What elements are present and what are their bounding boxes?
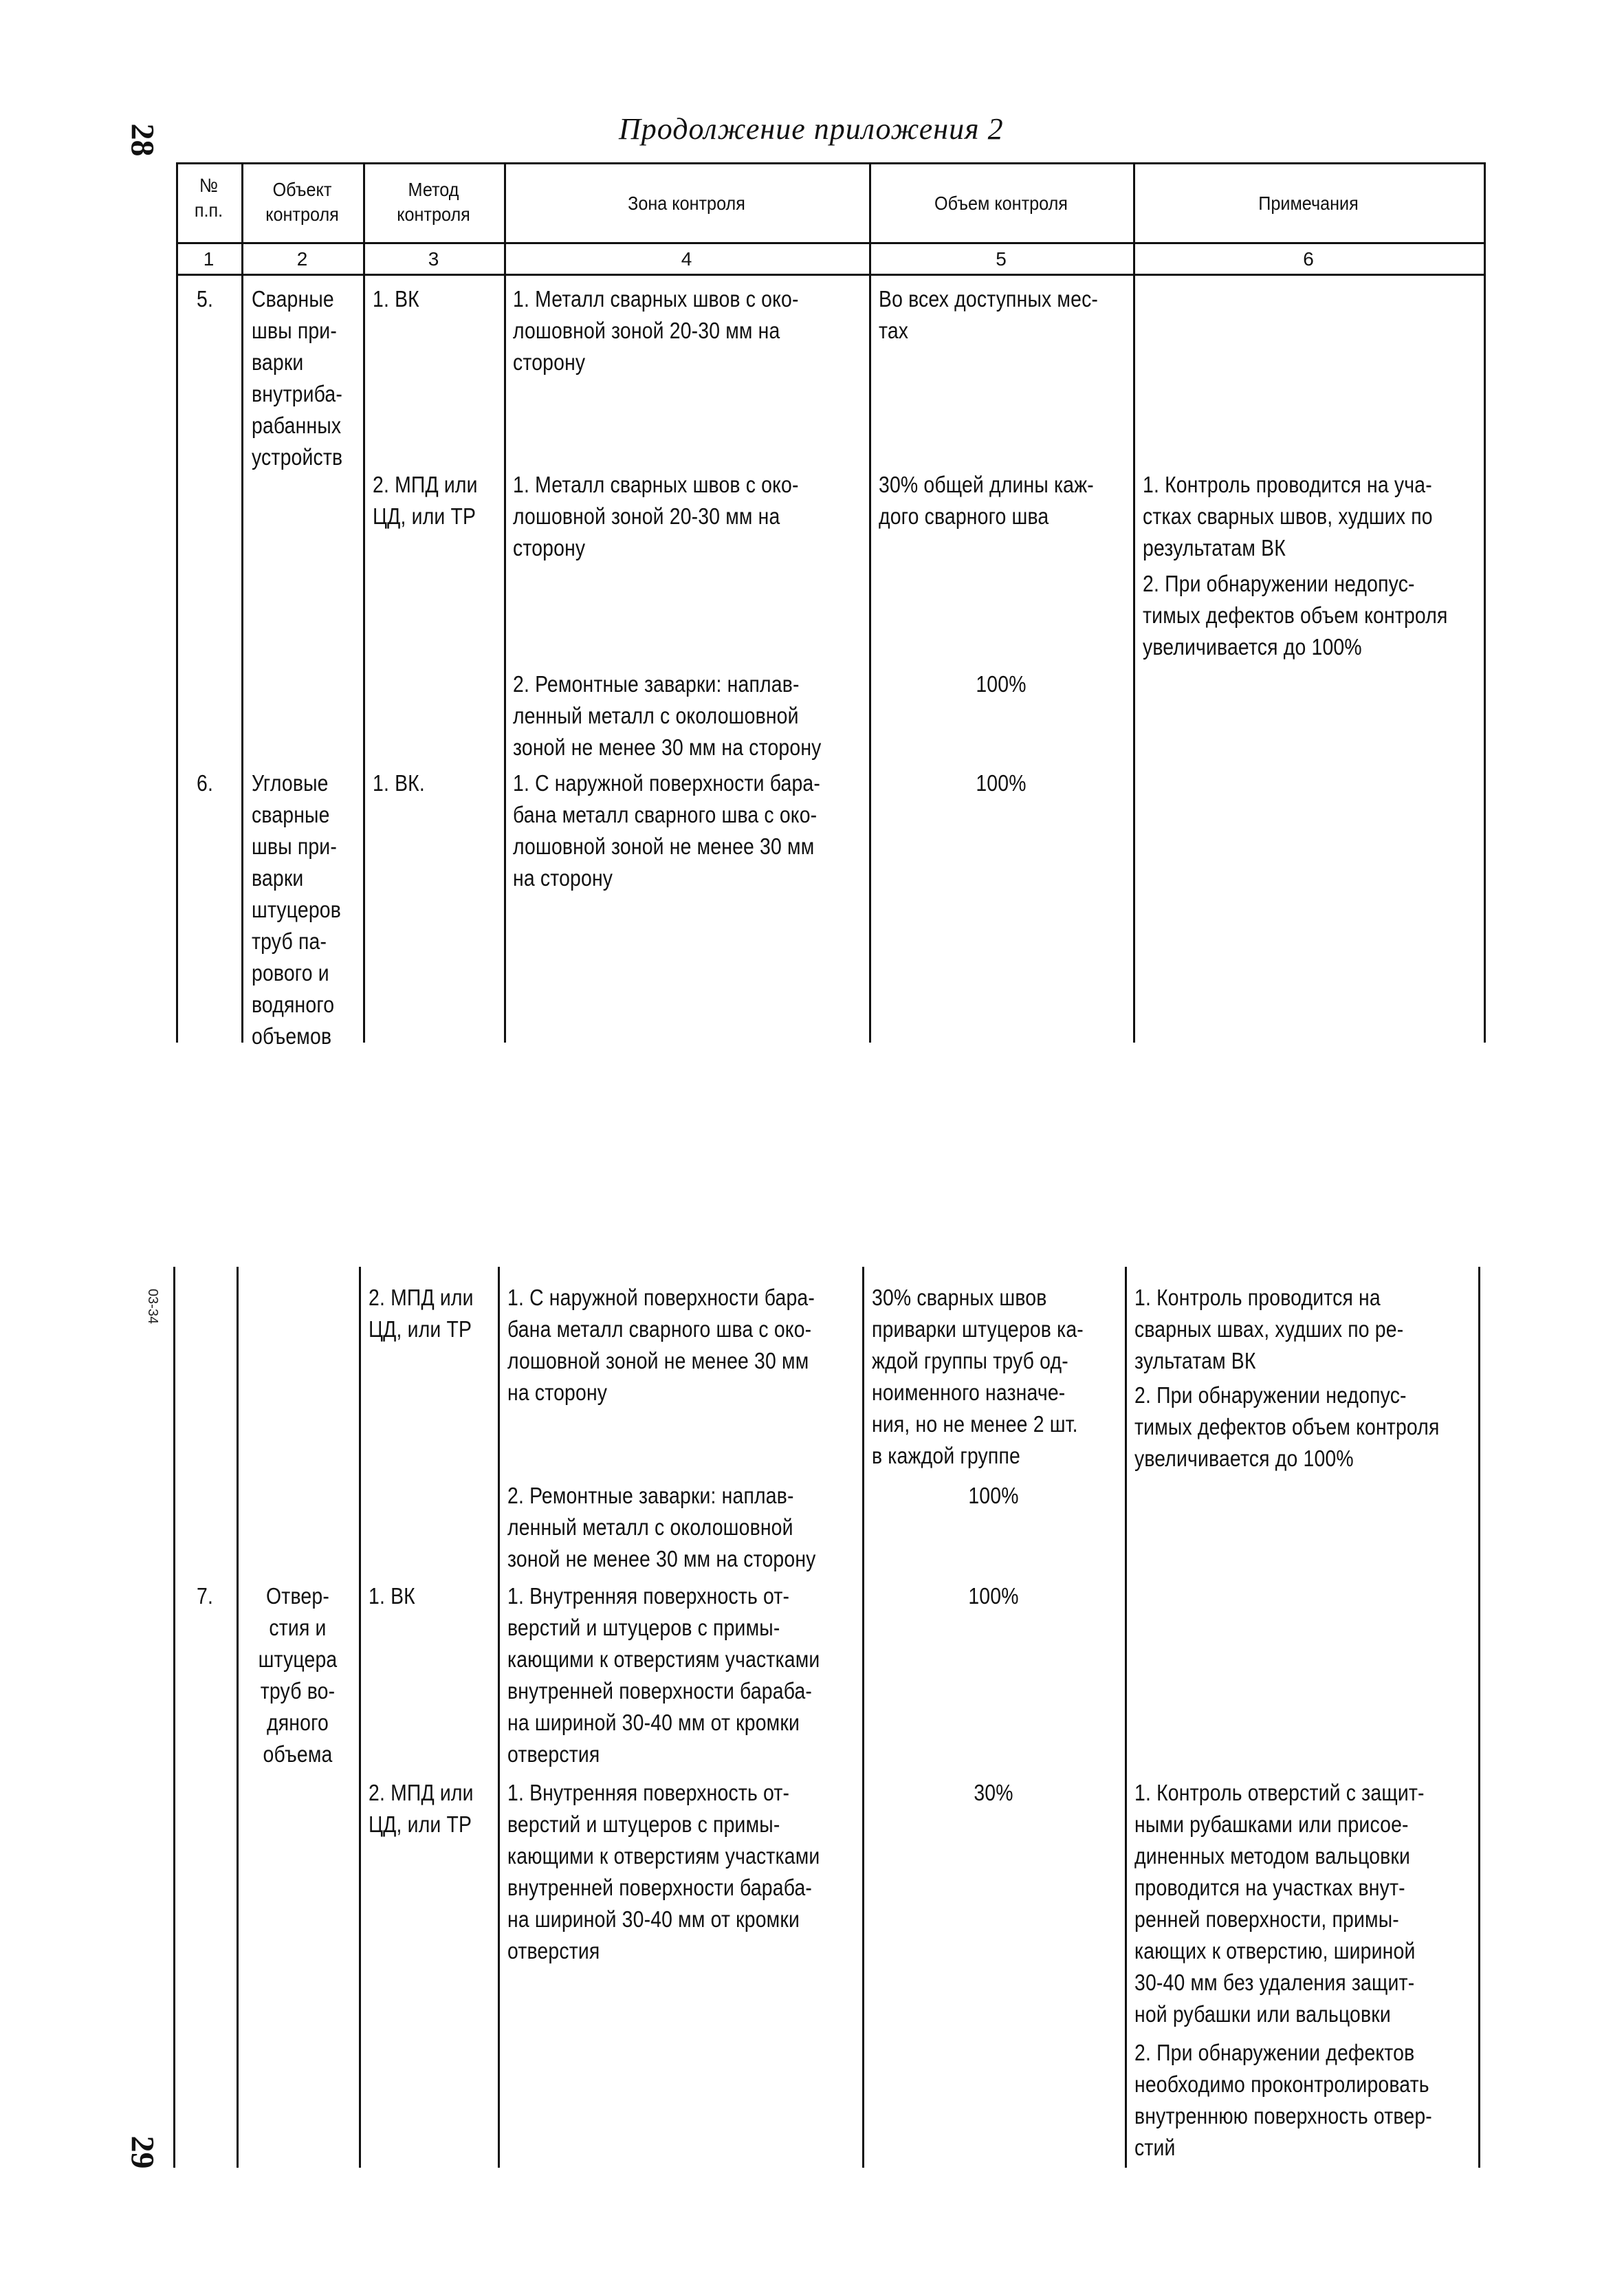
col-rule-6 — [1484, 162, 1486, 1043]
col-rule-0 — [176, 162, 178, 1043]
volume-cell: 30% сварных швов приварки штуцеров ка- ждой группы труб од- ноименного назначе- ния, но не менее 2 шт. в каждой группе — [872, 1285, 1084, 1468]
volume-cell: 100% — [976, 770, 1027, 796]
method-cell: 1. ВК. — [373, 770, 425, 796]
table-top-border — [176, 162, 1486, 164]
column-number: 1 — [203, 248, 215, 270]
row-number: 7. — [197, 1583, 214, 1609]
zone-cell: 2. Ремонтные заварки: наплав- ленный металл с околошовной зоной не менее 30 мм на сторону — [507, 1483, 816, 1571]
note-cell: 2. При обнаружении дефектов необходимо проконтролировать внутреннюю поверхность отвер- стий — [1134, 2040, 1432, 2160]
col-rule-6 — [1478, 1267, 1480, 2168]
volume-cell: 100% — [968, 1483, 1019, 1508]
header-method: Метод контроля — [397, 179, 470, 225]
row-number: 6. — [197, 770, 214, 796]
column-number: 4 — [681, 248, 692, 270]
method-cell: 1. ВК — [369, 1583, 415, 1609]
object-cell: Сварные швы при- варки внутриба- рабанных устройств — [252, 286, 343, 470]
header-notes: Примечания — [1258, 193, 1359, 214]
zone-cell: 2. Ремонтные заварки: наплав- ленный металл с околошовной зоной не менее 30 мм на сторону — [513, 671, 822, 760]
col-rule-4 — [862, 1267, 864, 2168]
column-number: 3 — [428, 248, 439, 270]
col-rule-2 — [359, 1267, 361, 2168]
page-title: Продолжение приложения 2 — [619, 112, 1004, 146]
col-rule-2 — [363, 162, 365, 1043]
col-rule-0 — [173, 1267, 175, 2168]
volume-cell: 100% — [968, 1583, 1019, 1609]
object-cell: Отвер- стия и штуцера труб во- дяного объема — [258, 1583, 338, 1767]
zone-cell: 1. Металл сварных швов с око- лошовной зоной 20-30 мм на сторону — [513, 472, 799, 560]
note-cell: 1. Контроль проводится на уча- стках сварных швов, худших по результатам ВК — [1143, 472, 1433, 560]
row-number: 5. — [197, 286, 214, 312]
header-bottom-rule — [176, 242, 1486, 244]
zone-cell: 1. С наружной поверхности бара- бана металл сварного шва с око- лошовной зоной не менее 30 мм на сторону — [507, 1285, 815, 1405]
object-cell: Угловые сварные швы при- варки штуцеров труб па- рового и водяного объемов — [252, 770, 342, 1049]
header-num: № п.п. — [194, 175, 223, 221]
volume-cell: Во всех доступных мес- тах — [879, 286, 1099, 343]
zone-cell: 1. Металл сварных швов с око- лошовной зоной 20-30 мм на сторону — [513, 286, 799, 375]
column-number: 5 — [996, 248, 1007, 270]
col-rule-3 — [498, 1267, 500, 2168]
volume-cell: 30% — [974, 1780, 1013, 1805]
zone-cell: 1. С наружной поверхности бара- бана металл сварного шва с око- лошовной зоной не менее 30 мм на сторону — [513, 770, 821, 891]
column-number: 2 — [296, 248, 308, 270]
note-cell: 2. При обнаружении недопус- тимых дефектов объем контроля увеличивается до 100% — [1143, 571, 1448, 660]
col-rule-3 — [504, 162, 506, 1043]
header-volume: Объем контроля — [934, 193, 1068, 214]
header-zone: Зона контроля — [628, 193, 745, 214]
document-code: 03-34 — [145, 1288, 161, 1325]
note-cell: 2. При обнаружении недопус- тимых дефектов объем контроля увеличивается до 100% — [1134, 1382, 1440, 1471]
page-number-bottom: 29 — [124, 2135, 161, 2169]
method-cell: 2. МПД или ЦД, или ТР — [369, 1285, 474, 1342]
column-number: 6 — [1303, 248, 1314, 270]
col-rule-1 — [237, 1267, 239, 2168]
col-rule-4 — [869, 162, 871, 1043]
method-cell: 2. МПД или ЦД, или ТР — [369, 1780, 474, 1837]
col-rule-5 — [1125, 1267, 1127, 2168]
header-object: Объект контроля — [265, 179, 339, 225]
note-cell: 1. Контроль отверстий с защит- ными рубашками или присое- диненных методом вальцовки проводится на участках внут- ренней поверхности, примы- кающих к отверстию, шириной 30-40 мм без удаления защит- ной рубашки или вальцовки — [1134, 1780, 1425, 2027]
note-cell: 1. Контроль проводится на сварных швах, худших по ре- зультатам ВК — [1134, 1285, 1404, 1373]
colnum-bottom-rule — [176, 274, 1486, 276]
page-number-top: 28 — [124, 123, 161, 157]
volume-cell: 100% — [976, 671, 1027, 697]
method-cell: 1. ВК — [373, 286, 419, 312]
zone-cell: 1. Внутренняя поверхность от- верстий и штуцеров с примы- кающими к отверстиям участками внутренней поверхности бараба- на шириной 30-40 мм от кромки отверстия — [507, 1780, 820, 1963]
method-cell: 2. МПД или ЦД, или ТР — [373, 472, 478, 529]
volume-cell: 30% общей длины каж- дого сварного шва — [879, 472, 1094, 529]
zone-cell: 1. Внутренняя поверхность от- верстий и штуцеров с примы- кающими к отверстиям участками внутренней поверхности бараба- на шириной 30-40 мм от кромки отверстия — [507, 1583, 820, 1767]
col-rule-5 — [1133, 162, 1135, 1043]
col-rule-1 — [241, 162, 243, 1043]
